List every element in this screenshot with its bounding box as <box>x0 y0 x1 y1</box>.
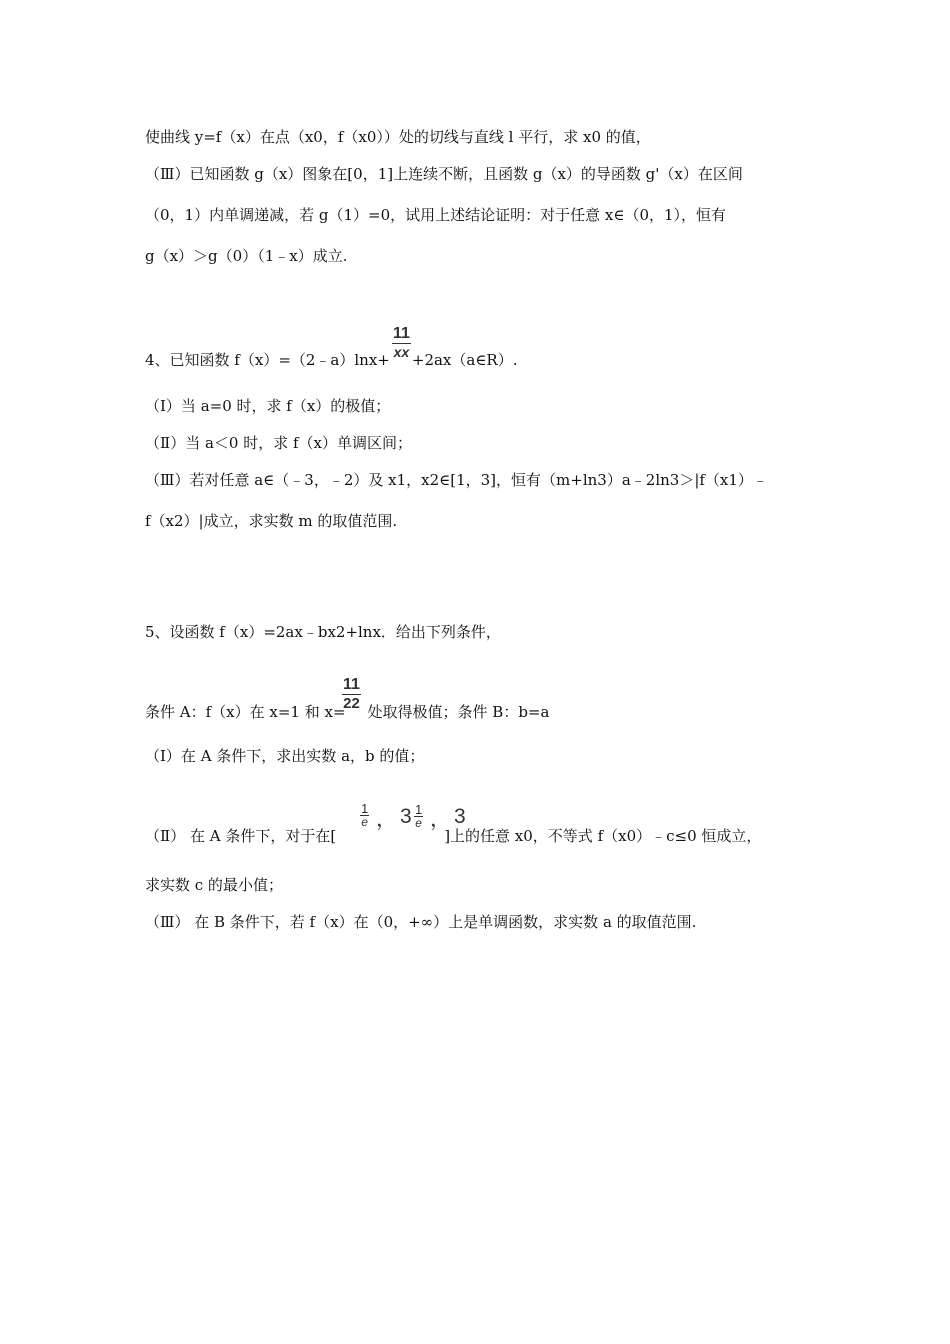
q5-stem: 5、设函数 f（x）=2ax﹣bx2+lnx．给出下列条件， <box>145 623 501 641</box>
interval-fraction-2-denominator: e <box>415 816 422 830</box>
interval-fraction-1-numerator: 1 <box>361 801 369 816</box>
q4-stem <box>145 350 518 370</box>
q5-part-3: （Ⅲ） 在 B 条件下，若 f（x）在（0，+∞）上是单调函数，求实数 a 的取值范围. <box>145 913 697 931</box>
interval-three-1: 3 <box>400 805 412 828</box>
q5-part-2-text-b: ]上的任意 x0，不等式 f（x0）﹣c≤0 恒成立， <box>444 827 762 845</box>
q5-part-2-text-a: （Ⅱ） 在 A 条件下，对于在[ <box>145 827 337 845</box>
q4-fraction-denominator: xx <box>393 344 410 360</box>
q5-part-2 <box>145 826 761 846</box>
q4-fraction-numerator: 11 <box>393 325 410 342</box>
q3-line-1: 使曲线 y=f（x）在点（x0，f（x0））处的切线与直线 l 平行，求 x0 的值， <box>145 128 651 146</box>
q5-cond-b-text: 处取得极值；条件 B：b=a <box>367 703 550 721</box>
interval-comma-1: ， <box>376 808 397 831</box>
q4-stem-text-a: 4、已知函数 f（x）=（2﹣a）lnx+ <box>145 351 390 369</box>
q3-part-3-line-2: （0，1）内单调递减，若 g（1）=0，试用上述结论证明：对于任意 x∈（0，1），恒有 <box>145 206 727 224</box>
interval-comma-2: ， <box>430 808 451 831</box>
q3-part-3-line-1: （Ⅲ）已知函数 g（x）图象在[0，1]上连续不断，且函数 g（x）的导函数 g'（x）在区间 <box>145 165 743 183</box>
q4-part-1: （Ⅰ）当 a=0 时，求 f（x）的极值； <box>145 397 391 415</box>
q5-cond-fraction-denominator: 22 <box>343 695 360 712</box>
q4-part-3-cont: f（x2）|成立，求实数 m 的取值范围. <box>145 512 398 530</box>
q5-cond-fraction-numerator: 11 <box>343 676 360 693</box>
interval-fraction-2-numerator: 1 <box>415 802 423 817</box>
q5-cond-fraction <box>342 677 361 711</box>
q4-part-2: （Ⅱ）当 a＜0 时，求 f（x）单调区间； <box>145 434 412 452</box>
q4-stem-text-b: +2ax（a∈R）. <box>411 351 518 369</box>
q5-cond-a-text: 条件 A：f（x）在 x=1 和 x= <box>145 703 346 721</box>
q3-part-3-line-3: g（x）＞g（0）（1﹣x）成立. <box>145 247 348 265</box>
interval-fraction-2 <box>414 803 423 829</box>
interval-three-2: 3 <box>454 805 466 828</box>
q5-part-1: （Ⅰ）在 A 条件下，求出实数 a，b 的值； <box>145 747 425 765</box>
q4-fraction <box>392 326 411 359</box>
interval-fraction-1-denominator: e <box>361 815 368 829</box>
q5-part-2-cont: 求实数 c 的最小值； <box>145 876 283 894</box>
interval-fraction-1 <box>360 802 369 828</box>
q4-part-3: （Ⅲ）若对任意 a∈（﹣3，﹣2）及 x1，x2∈[1，3]，恒有（m+ln3）a﹣2ln3＞|f（x1）﹣ <box>145 471 768 489</box>
